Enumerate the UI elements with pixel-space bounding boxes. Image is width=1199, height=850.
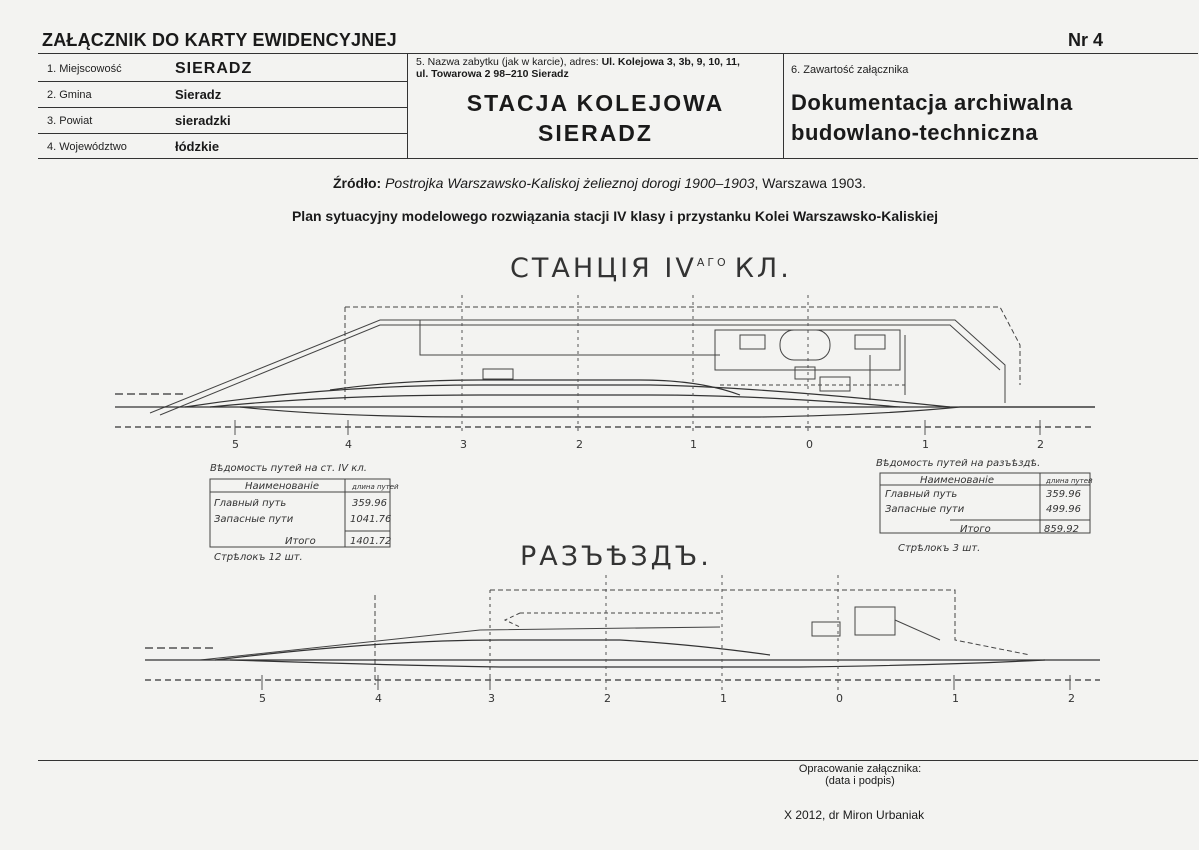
field-value-voivodeship: łódzkie <box>175 139 220 154</box>
left-table-total: 1401.72 <box>350 536 392 547</box>
top-km-label: 4 <box>345 438 352 451</box>
content-label: 6. Zawartość załącznika <box>791 64 909 76</box>
station-plan-drawing <box>0 235 1199 760</box>
left-table-col-length: длина путей <box>352 483 399 491</box>
bottom-km-label: 0 <box>836 692 843 705</box>
top-drawing-title: СТАНЦIЯ $IV^{АГО}$ КЛ. <box>510 253 792 284</box>
attachment-number: Nr 4 <box>1068 30 1104 50</box>
bottom-km-label: 4 <box>375 692 382 705</box>
left-table-row-length: 1041.76 <box>350 514 392 525</box>
right-table-total-label: Итого <box>960 524 991 535</box>
right-table-row-name: Запасные пути <box>885 504 965 515</box>
field-value-locality: SIERADZ <box>175 60 253 77</box>
left-table-switches: Стрѣлокъ 12 шт. <box>214 552 303 563</box>
right-table-row-name: Главный путь <box>885 489 958 500</box>
top-km-label: 1 <box>690 438 697 451</box>
bottom-drawing-title: РАЗЪѢЗДЪ. <box>520 541 712 572</box>
left-table-total-label: Итого <box>285 536 316 547</box>
top-km-label: 2 <box>576 438 583 451</box>
left-table-col-name: Наименованiе <box>245 481 319 492</box>
bottom-km-label: 2 <box>1068 692 1075 705</box>
prepared-by: Opracowanie załącznika: (data i podpis) <box>798 763 922 787</box>
left-table-row-name: Запасные пути <box>214 514 294 525</box>
bottom-km-label: 2 <box>604 692 611 705</box>
attachment-title: ZAŁĄCZNIK DO KARTY EWIDENCYJNEJ <box>42 30 397 50</box>
top-km-label: 0 <box>806 438 813 451</box>
right-table-total: 859.92 <box>1044 524 1079 535</box>
field-label-county: 3. Powiat <box>47 115 93 127</box>
left-table-row-name: Главный путь <box>214 498 287 509</box>
field-value-commune: Sieradz <box>175 87 222 102</box>
bottom-km-label: 3 <box>488 692 495 705</box>
right-table-caption: Вѣдомость путей на разъѣздѣ. <box>876 458 1041 469</box>
right-table-switches: Стрѣлокъ 3 шт. <box>898 543 981 554</box>
top-km-label: 5 <box>232 438 239 451</box>
station-name: STACJA KOLEJOWA SIERADZ <box>466 90 725 146</box>
right-table-col-name: Наименованiе <box>920 475 994 486</box>
right-table-col-length: длина путей <box>1046 477 1093 485</box>
plan-title: Plan sytuacyjny modelowego rozwiązania stacji IV klasy i przystanku Kolei Warszawsko-Kaliskiej <box>291 208 939 224</box>
top-km-label: 3 <box>460 438 467 451</box>
source-line: Źródło: Postrojka Warszawsko-Kaliskoj żelieznoj dorogi 1900–1903, Warszawa 1903. <box>332 175 867 191</box>
signature: X 2012, dr Miron Urbaniak <box>784 808 925 822</box>
top-km-label: 2 <box>1037 438 1044 451</box>
field-label-commune: 2. Gmina <box>47 89 92 101</box>
right-table-row-length: 499.96 <box>1046 504 1081 515</box>
bottom-km-label: 5 <box>259 692 266 705</box>
right-table-row-length: 359.96 <box>1046 489 1081 500</box>
left-table-row-length: 359.96 <box>352 498 387 509</box>
top-km-label: 1 <box>922 438 929 451</box>
bottom-km-label: 1 <box>952 692 959 705</box>
monument-address: 5. Nazwa zabytku (jak w karcie), adres: Ul. Kolejowa 3, 3b, 9, 10, 11, ul. Towarowa 2 98–210 Sieradz <box>416 56 740 80</box>
content-description: Dokumentacja archiwalna budowlano-techniczna <box>791 90 1073 145</box>
field-label-voivodeship: 4. Województwo <box>47 141 127 153</box>
field-label-locality: 1. Miejscowość <box>47 63 122 75</box>
left-table-caption: Вѣдомость путей на ст. IV кл. <box>210 463 367 474</box>
bottom-km-label: 1 <box>720 692 727 705</box>
field-value-county: sieradzki <box>175 113 231 128</box>
